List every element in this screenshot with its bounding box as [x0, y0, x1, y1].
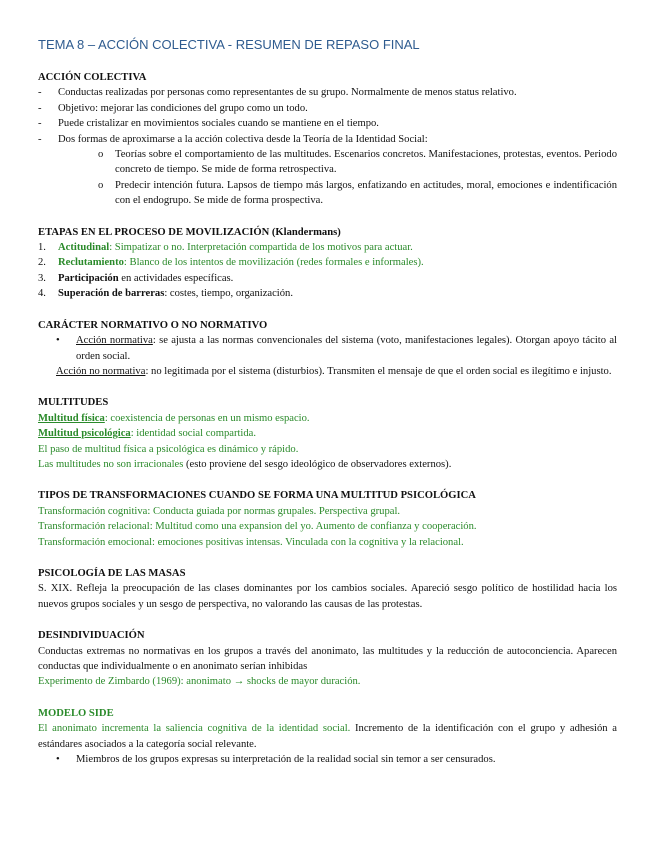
list-item: 1. Actitudinal: Simpatizar o no. Interpretación compartida de los motivos para actuar.: [38, 242, 413, 254]
paragraph: Transformación emocional: emociones positivas intensas. Vinculada con la cognitiva y la relacional.: [38, 536, 464, 548]
paragraph: S. XIX. Refleja la preocupación de las clases dominantes por los cambios sociales. Apareció sesgo político de hostilidad hacia los nuevos grupos sociales y un sesgo de perspectiva, no valorando las causas de las protestas.: [38, 583, 617, 610]
dash-marker: -: [38, 118, 42, 130]
sub-list-item: o Teorías sobre el comportamiento de las multitudes. Escenarios concretos. Manifestaciones, protestas, eventos. Periodo concreto de tiempo. Se mide de forma retrospectiva.: [38, 147, 617, 178]
section-masas: [38, 566, 617, 612]
paragraph: El anonimato incrementa la saliencia cognitiva de la identidad social. Incremento de la identificación con el grupo y adhesión a estándares asociados a la categoría social relevante.: [38, 723, 618, 750]
section-heading: MODELO SIDE: [38, 707, 114, 719]
bullet-marker: •: [56, 754, 60, 766]
section-etapas: [38, 225, 617, 302]
section-heading: ACCIÓN COLECTIVA: [38, 72, 147, 83]
paragraph: Experimento de Zimbardo (1969): anonimato → shocks de mayor duración.: [38, 676, 361, 688]
list-item: • Miembros de los grupos expresas su interpretación de la realidad social sin temor a ser censurados.: [38, 752, 617, 767]
dash-marker: -: [38, 87, 42, 99]
bullet-marker: •: [56, 335, 60, 347]
list-item: - Puede cristalizar en movimientos sociales cuando se mantiene en el tiempo.: [38, 116, 617, 131]
paragraph: Transformación cognitiva: Conducta guiada por normas grupales. Perspectiva grupal.: [38, 505, 401, 517]
circle-marker: o: [98, 149, 104, 161]
section-heading: TIPOS DE TRANSFORMACIONES CUANDO SE FORMA UNA MULTITUD PSICOLÓGICA: [38, 490, 476, 502]
paragraph: Multitud física: coexistencia de personas en un mismo espacio.: [38, 412, 310, 424]
document-title: TEMA 8 – ACCIÓN COLECTIVA - RESUMEN DE REPASO FINAL: [38, 37, 420, 52]
paragraph: Acción no normativa: no legitimada por el sistema (disturbios). Transmiten el mensaje de que el orden social es ilegítimo e injusto.: [56, 365, 612, 377]
section-normativo: [38, 318, 617, 380]
section-multitudes: [38, 395, 617, 472]
document-content: [38, 36, 617, 783]
circle-marker: o: [98, 179, 104, 191]
list-item: - Dos formas de aproximarse a la acción colectiva desde la Teoría de la Identidad Social:: [38, 132, 617, 147]
paragraph: Transformación relacional: Multitud como una expansion del yo. Aumento de confianza y cooperación.: [38, 521, 477, 533]
list-item: • Acción normativa: se ajusta a las normas convencionales del sistema (voto, manifestaciones legales). Otorgan apoyo tácito al orden social.: [38, 333, 617, 364]
list-item: 2. Reclutamiento: Blanco de los intentos de movilización (redes formales e informales).: [38, 257, 424, 269]
section-modelo-side: [38, 706, 617, 768]
paragraph: Las multitudes no son irracionales (esto proviene del sesgo ideológico de observadores externos).: [38, 458, 452, 470]
section-heading: MULTITUDES: [38, 397, 109, 409]
list-item: - Objetivo: mejorar las condiciones del grupo como un todo.: [38, 101, 617, 116]
section-accion-colectiva: [38, 70, 617, 209]
paragraph: Conductas extremas no normativas en los grupos a través del anonimato, las multitudes y la reducción de autoconciencia. Aparecen conductas que individualmente o en anonimato serían inhibidas: [38, 645, 617, 672]
paragraph: Multitud psicológica: identidad social compartida.: [38, 428, 257, 440]
paragraph: El paso de multitud física a psicológica es dinámico y rápido.: [38, 443, 299, 455]
list-item: 3. Participación en actividades específicas.: [38, 272, 234, 284]
section-heading: DESINDIVIDUACIÓN: [38, 630, 145, 642]
list-item: - Conductas realizadas por personas como representantes de su grupo. Normalmente de menos status relativo.: [38, 85, 617, 100]
sub-list-item: o Predecir intención futura. Lapsos de tiempo más largos, enfatizando en actitudes, moral, emociones e indentificación con el endogrupo. Se mide de forma prospectiva.: [38, 178, 617, 209]
dash-marker: -: [38, 102, 42, 114]
section-heading: PSICOLOGÍA DE LAS MASAS: [38, 567, 186, 579]
list-item: 4. Superación de barreras: costes, tiempo, organización.: [38, 288, 293, 300]
section-heading: CARÁCTER NORMATIVO O NO NORMATIVO: [38, 319, 268, 331]
dash-marker: -: [38, 133, 42, 145]
section-tipos: [38, 488, 617, 550]
section-desindividuacion: [38, 628, 617, 690]
section-heading: ETAPAS EN EL PROCESO DE MOVILIZACIÓN (Klandermans): [38, 226, 341, 238]
